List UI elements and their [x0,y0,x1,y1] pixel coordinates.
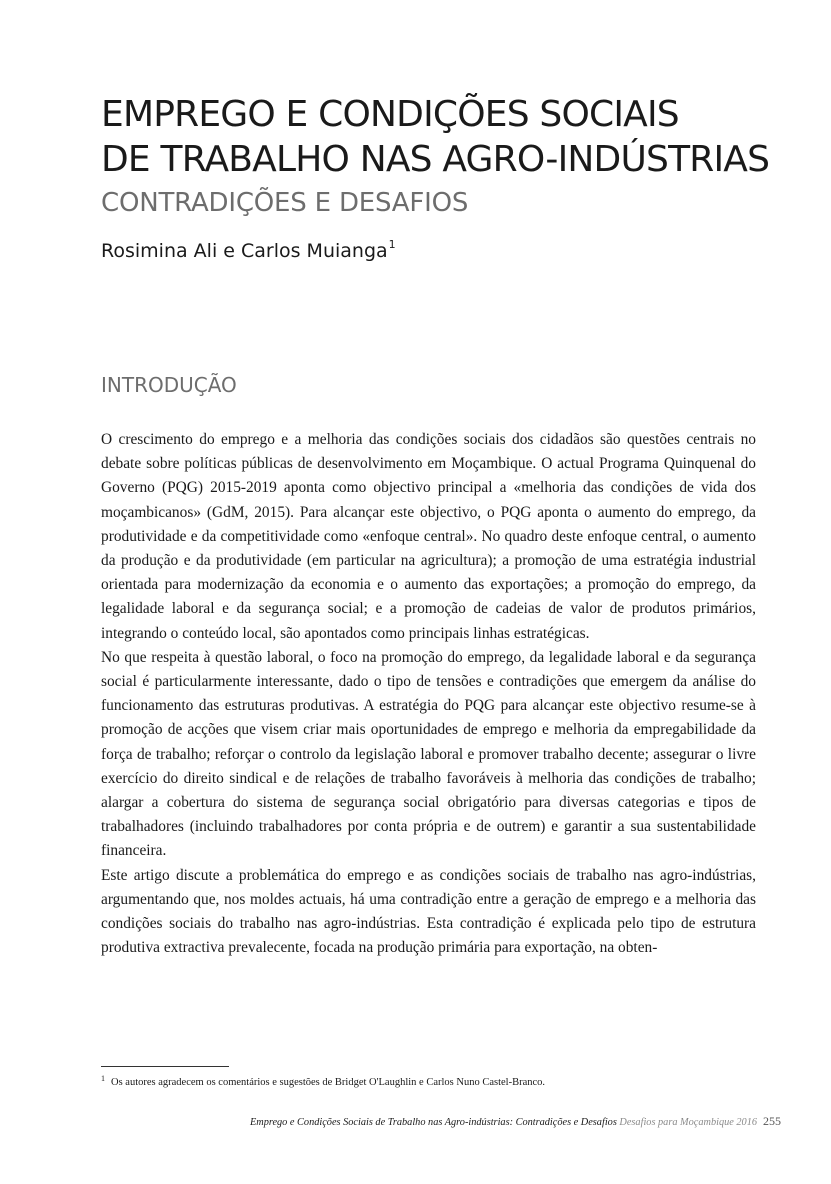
paragraph: Este artigo discute a problemática do emprego e as condições sociais de trabalho nas agro-indústrias, argumentando que, nos moldes actuais, há uma contradição entre a geração de emprego e a melhoria das condições sociais do trabalho nas agro-indústrias. Esta contradição é explicada pelo tipo de estrutura produtiva extractiva prevalecente, focada na produção primária para exportação, na obten- [101,866,756,957]
section-heading: INTRODUÇÃO [101,373,237,397]
body-text [101,428,756,960]
page-number: 255 [763,1114,781,1128]
footnote-mark: 1 [101,1074,105,1083]
footer-publication-title: Desafios para Moçambique 2016 [619,1117,757,1128]
footer-chapter-title: Emprego e Condições Sociais de Trabalho nas Agro-indústrias: Contradições e Desafios [249,1117,617,1128]
author-line [101,230,396,266]
footnote [101,1071,761,1091]
paragraph: No que respeita à questão laboral, o foco na promoção do emprego, da legalidade laboral e da segurança social é particularmente interessante, dado o tipo de tensões e contradições que emergem da análise do funcionamento das estruturas produtivas. A estratégia do PQG para alcançar este objectivo resume-se à promoção de acções que visem criar mais oportunidades de emprego e melhoria da empregabilidade da força de trabalho; reforçar o controlo da legislação laboral e promover trabalho decente; assegurar o livre exercício do direito sindical e de relações de trabalho favoráveis à melhoria das condições de trabalho; alargar a cobertura do sistema de segurança social obrigatório para diversas categorias e tipos de trabalhadores (incluindo trabalhadores por conta própria e de outrem) e garantir a sua sustentabilidade financeira. [101,648,756,860]
footnote-reference[interactable]: 1 [388,238,396,251]
footnote-divider [101,1066,229,1067]
title-line-2: DE TRABALHO NAS AGRO-INDÚSTRIAS [101,139,770,180]
title-line-1: EMPREGO E CONDIÇÕES SOCIAIS [101,94,679,135]
article-title [101,92,801,182]
article-subtitle: CONTRADIÇÕES E DESAFIOS [101,188,469,218]
running-footer [250,1113,781,1131]
author-names: Rosimina Ali e Carlos Muianga [101,240,388,262]
paragraph: O crescimento do emprego e a melhoria das condições sociais dos cidadãos são questões centrais no debate sobre políticas públicas de desenvolvimento em Moçambique. O actual Programa Quinquenal do Governo (PQG) 2015-2019 aponta como objectivo principal a «melhoria das condições de vida dos moçambicanos» (GdM, 2015). Para alcançar este objectivo, o PQG aponta o aumento do emprego, da produtividade e da competitividade como «enfoque central». No quadro deste enfoque central, o aumento da produção e da produtividade (em particular na agricultura); a promoção de uma estratégia industrial orientada para modernização da economia e o aumento das exportações; a promoção do emprego, da legalidade laboral e da segurança social; e a promoção de cadeias de valor de produtos primários, integrando o conteúdo local, são apontados como principais linhas estratégicas. [101,431,756,642]
footnote-text: Os autores agradecem os comentários e sugestões de Bridget O'Laughlin e Carlos Nuno Castel-Branco. [111,1077,546,1088]
